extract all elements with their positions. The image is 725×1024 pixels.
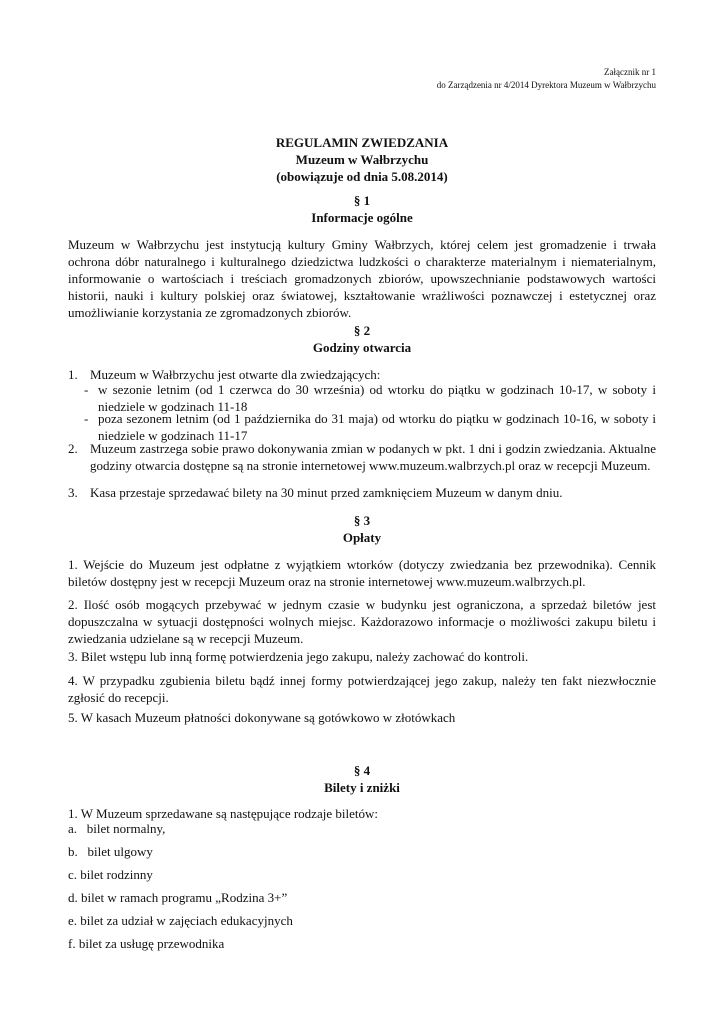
ticket-list-intro: 1. W Muzeum sprzedawane są następujące rodzaje biletów: — [68, 806, 378, 821]
section-2-heading — [68, 322, 656, 356]
list-number: 2. — [68, 441, 78, 456]
ticket-type-item: f. bilet za usługę przewodnika — [68, 936, 225, 951]
section-3-heading — [68, 512, 656, 546]
title-line-2: Muzeum w Wałbrzychu — [295, 152, 429, 167]
list-number: 1. — [68, 367, 78, 382]
attachment-number: Załącznik nr 1 — [604, 67, 656, 77]
section-4-sign: § 4 — [353, 763, 371, 778]
dash-bullet: - — [84, 382, 89, 397]
ticket-type-item: b. bilet ulgowy — [68, 844, 153, 859]
paragraph: 3. Bilet wstępu lub inną formę potwierdzenia jego zakupu, należy zachować do kontroli. — [68, 649, 529, 664]
section-4-title: Bilety i zniżki — [324, 780, 400, 795]
ticket-type-item: d. bilet w ramach programu „Rodzina 3+” — [68, 890, 288, 905]
paragraph: 1. Wejście do Muzeum jest odpłatne z wyjątkiem wtorków (dotyczy zwiedzania bez przewodnika). Cennik biletów dostępny jest w recepcji Muzeum oraz na stronie internetowej www.muzeum.walbrzych.pl. — [68, 557, 656, 589]
section-2-title: Godziny otwarcia — [312, 340, 412, 355]
section-1-sign: § 1 — [353, 193, 371, 208]
ticket-type-item: a. bilet normalny, — [68, 821, 166, 836]
list-subitem: w sezonie letnim (od 1 czerwca do 30 września) od wtorku do piątku w godzinach 10-17, w soboty i niedziele w godzinach 11-18 — [98, 382, 656, 414]
list-item: Muzeum zastrzega sobie prawo dokonywania zmian w podanych w pkt. 1 dni i godzin zwiedzania. Aktualne godziny otwarcia dostępne są na stronie internetowej www.muzeum.walbrzych.pl oraz w recepcji Muzeum. — [90, 441, 656, 473]
section-2-sign: § 2 — [353, 323, 371, 338]
section-1-heading — [68, 192, 656, 226]
title-line-3: (obowiązuje od dnia 5.08.2014) — [276, 169, 448, 184]
title-line-1: REGULAMIN ZWIEDZANIA — [275, 135, 449, 150]
ticket-type-item: c. bilet rodzinny — [68, 867, 153, 882]
list-item: Muzeum w Wałbrzychu jest otwarte dla zwiedzających: — [90, 367, 381, 382]
dash-bullet: - — [84, 411, 89, 426]
section-4-heading — [68, 762, 656, 796]
list-subitem: poza sezonem letnim (od 1 października do 31 maja) od wtorku do piątku w godzinach 10-16, w soboty i niedziele w godzinach 11-17 — [98, 411, 656, 443]
document-title — [68, 134, 656, 185]
ticket-type-item: e. bilet za udział w zajęciach edukacyjnych — [68, 913, 293, 928]
list-number: 3. — [68, 485, 78, 500]
section-3-title: Opłaty — [342, 530, 382, 545]
attachment-reference: do Zarządzenia nr 4/2014 Dyrektora Muzeum w Wałbrzychu — [436, 80, 656, 90]
paragraph: 2. Ilość osób mogących przebywać w jednym czasie w budynku jest ograniczona, a sprzedaż biletów jest dopuszczalna w sytuacji dostępności wolnych miejsc. Każdorazowo informacje o możliwości zakupu biletu i zwiedzania udzielane są w recepcji Muzeum. — [68, 597, 656, 646]
paragraph: 4. W przypadku zgubienia biletu bądź innej formy potwierdzającej jego zakup, należy ten fakt niezwłocznie zgłosić do recepcji. — [68, 673, 656, 705]
paragraph: 5. W kasach Muzeum płatności dokonywane są gotówkowo w złotówkach — [68, 710, 456, 725]
section-3-sign: § 3 — [353, 513, 371, 528]
section-1-paragraph: Muzeum w Wałbrzychu jest instytucją kultury Gminy Wałbrzych, której celem jest gromadzenie i trwała ochrona dóbr naturalnego i kulturalnego dziedzictwa ludzkości o charakterze materialnym i niematerialnym, informowanie o wartościach i treściach gromadzonych zbiorów, upowszechnianie podstawowych wartości historii, nauki i kultury polskiej oraz światowej, kształtowanie wrażliwości poznawczej i estetycznej oraz umożliwianie korzystania ze zgromadzonych zbiorów. — [68, 237, 656, 320]
list-item: Kasa przestaje sprzedawać bilety na 30 minut przed zamknięciem Muzeum w danym dniu. — [90, 485, 563, 500]
attachment-note — [437, 66, 656, 92]
section-1-title: Informacje ogólne — [311, 210, 413, 225]
